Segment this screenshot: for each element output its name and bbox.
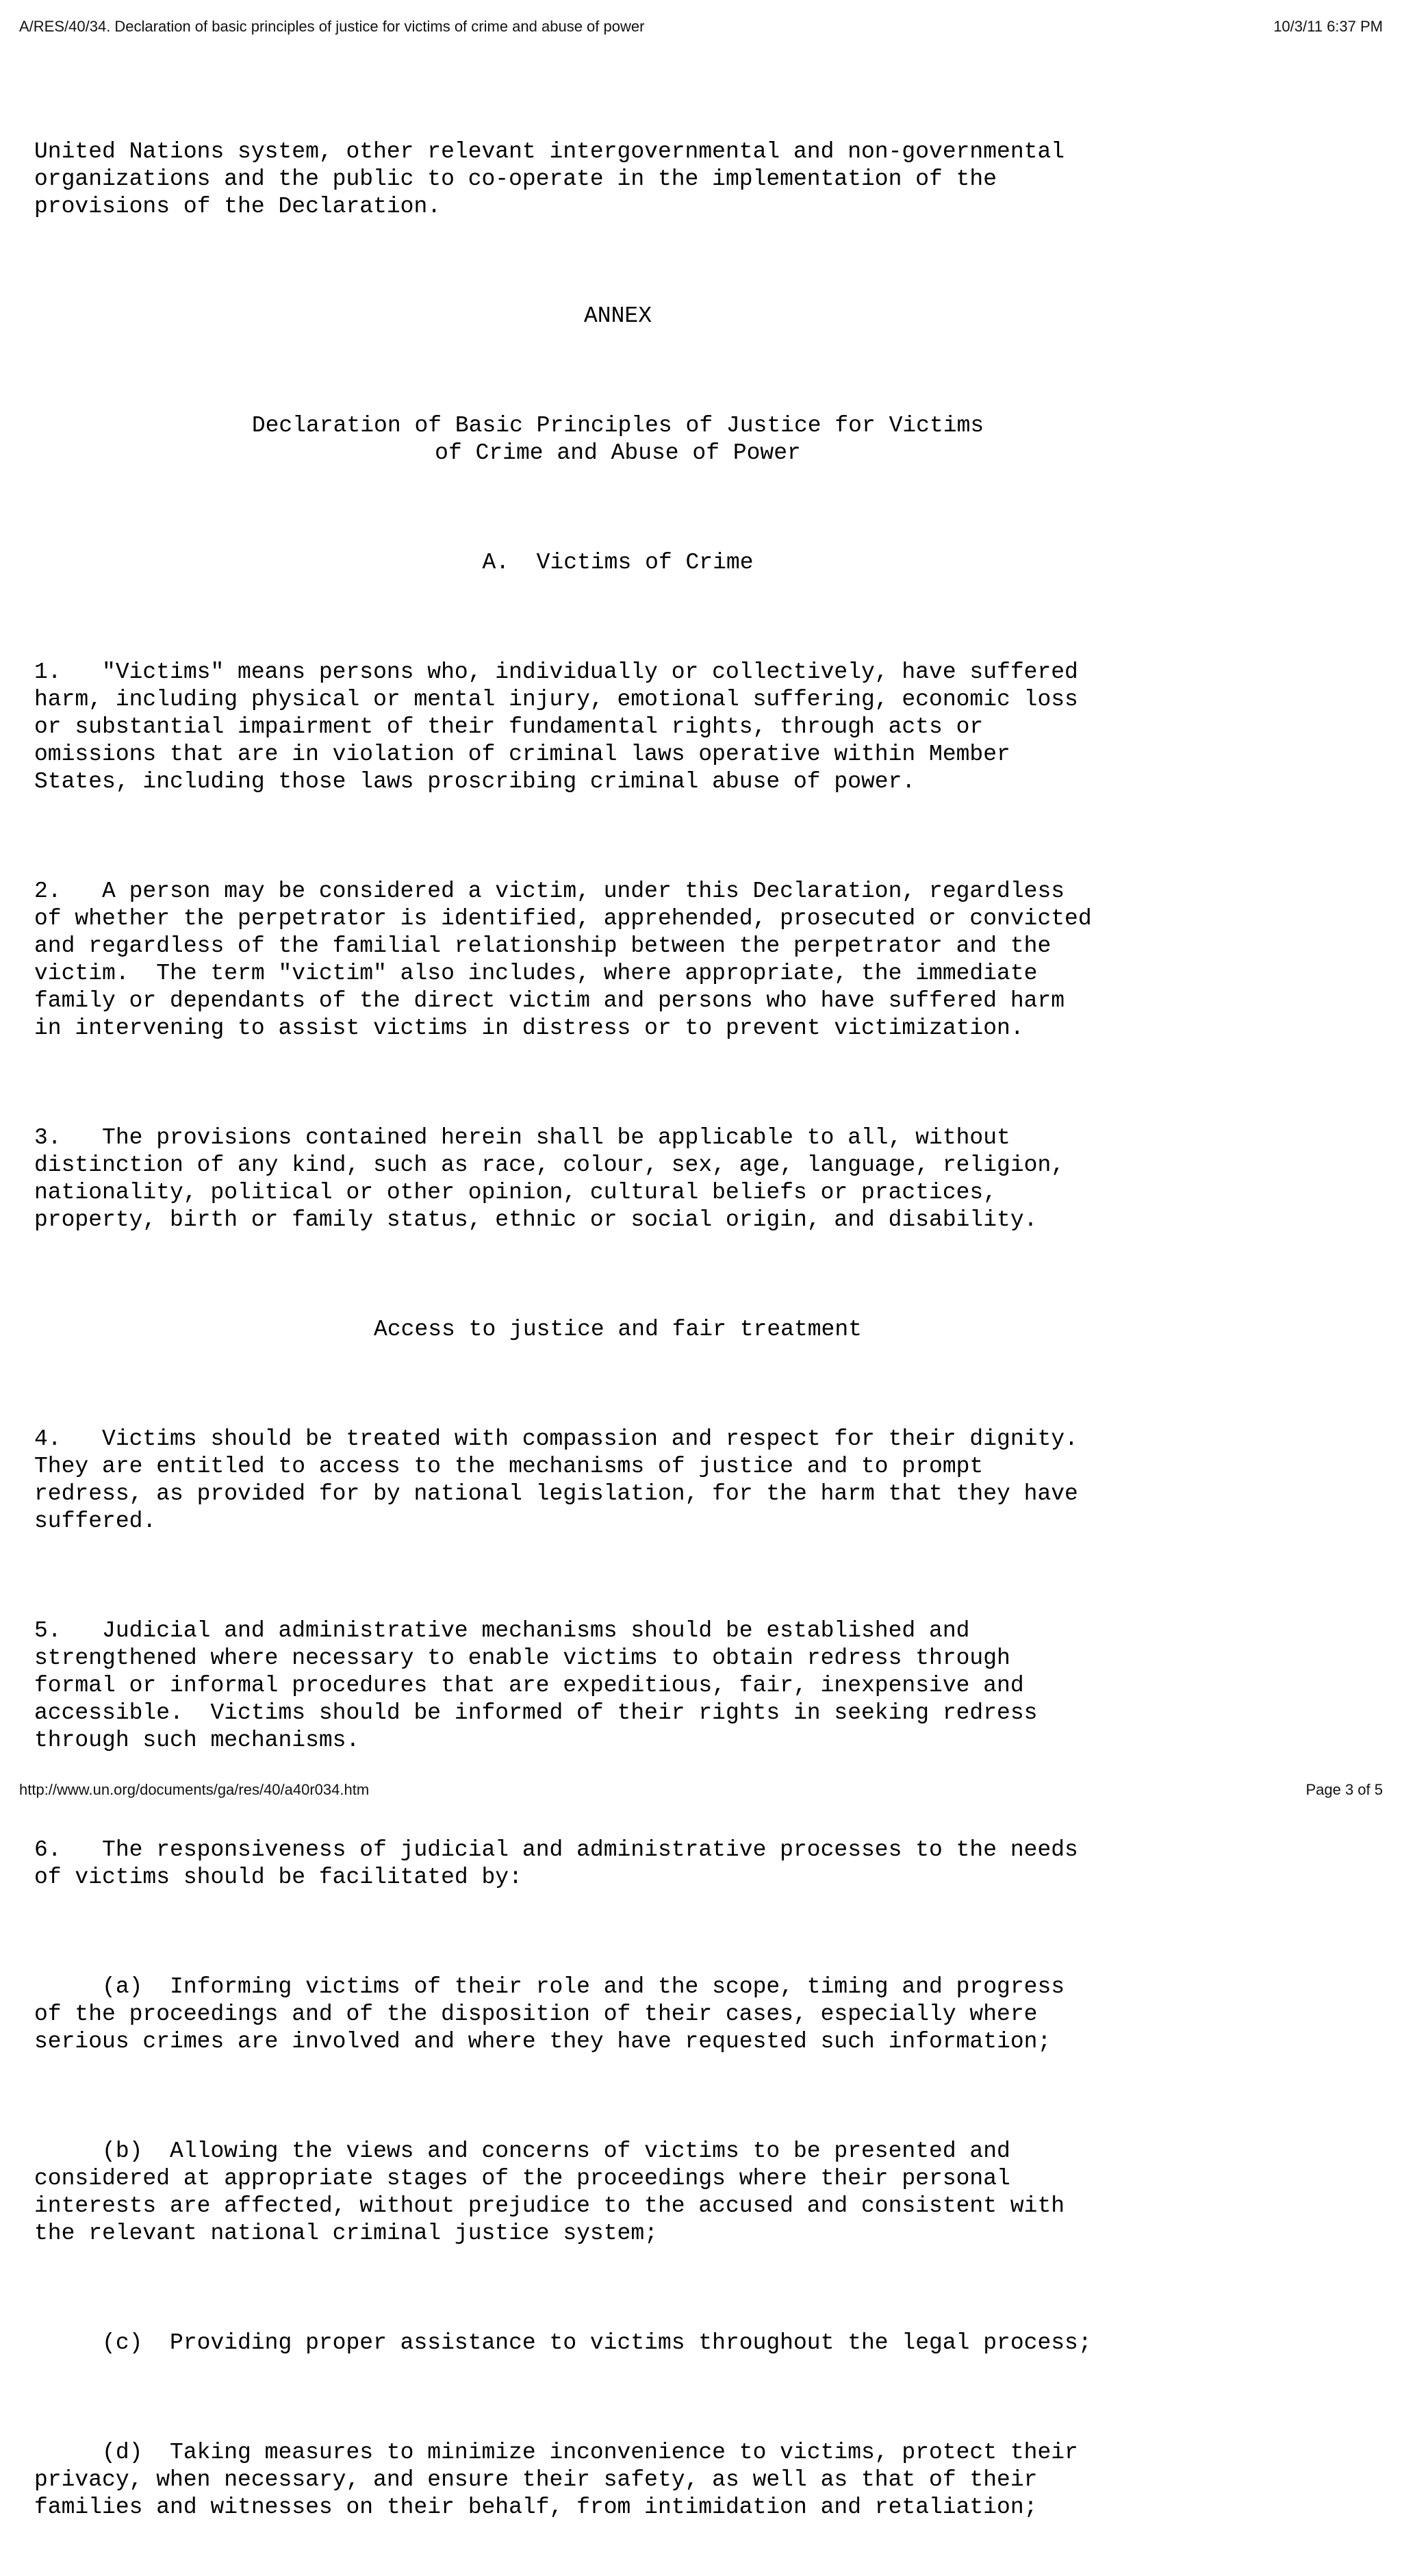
intro-paragraph: United Nations system, other relevant intergovernmental and non-governmental organizations and the public to co-operate in the implementation of the provisions of the Declaration. xyxy=(34,139,1065,219)
print-timestamp: 10/3/11 6:37 PM xyxy=(1273,18,1383,35)
paragraph-6b: (b) Allowing the views and concerns of victims to be presented and considered at appropriate stages of the proceedings where their personal interests are affected, without prejudice to the accused and consistent with the relevant national criminal justice system; xyxy=(34,2138,1065,2246)
paragraph-4: 4. Victims should be treated with compassion and respect for their dignity. They are entitled to access to the mechanisms of justice and to prompt redress, as provided for by national legislation, for the harm that they have suffered. xyxy=(34,1426,1078,1534)
declaration-title: Declaration of Basic Principles of Justice for Victims of Crime and Abuse of Power xyxy=(251,413,984,466)
paragraph-5: 5. Judicial and administrative mechanisms should be established and strengthened where necessary to enable victims to obtain redress through formal or informal procedures that are expeditious, fair, inexpensive and accessible. Victims should be informed of their rights in seeking redress through such mechanisms. xyxy=(34,1618,1038,1753)
section-a-heading: A. Victims of Crime xyxy=(482,550,754,575)
access-heading: Access to justice and fair treatment xyxy=(374,1317,862,1342)
paragraph-6: 6. The responsiveness of judicial and administrative processes to the needs of victims should be facilitated by: xyxy=(34,1837,1078,1890)
document-title: A/RES/40/34. Declaration of basic principles of justice for victims of crime and abuse of power xyxy=(19,18,645,35)
paragraph-3: 3. The provisions contained herein shall be applicable to all, without distinction of any kind, such as race, colour, sex, age, language, religion, nationality, political or other opinion, cultural beliefs or practices, property, birth or family status, ethnic or social origin, and disability. xyxy=(34,1125,1065,1233)
page-number: Page 3 of 5 xyxy=(1305,1781,1383,1798)
document-body xyxy=(34,84,1253,2576)
paragraph-1: 1. "Victims" means persons who, individually or collectively, have suffered harm, including physical or mental injury, emotional suffering, economic loss or substantial impairment of their fundamental rights, through acts or omissions that are in violation of criminal laws operative within Member States, including those laws proscribing criminal abuse of power. xyxy=(34,659,1078,794)
paragraph-6c: (c) Providing proper assistance to victims throughout the legal process; xyxy=(34,2330,1092,2356)
paragraph-6a: (a) Informing victims of their role and the scope, timing and progress of the proceedings and of the disposition of their cases, especially where serious crimes are involved and where they have requested such information; xyxy=(34,1974,1065,2054)
paragraph-6d: (d) Taking measures to minimize inconvenience to victims, protect their privacy, when necessary, and ensure their safety, as well as that of their families and witnesses on their behalf, from intimidation and retaliation; xyxy=(34,2440,1078,2520)
paragraph-2: 2. A person may be considered a victim, under this Declaration, regardless of whether the perpetrator is identified, apprehended, prosecuted or convicted and regardless of the familial relationship between the perpetrator and the victim. The term "victim" also includes, where appropriate, the immediate family or dependants of the direct victim and persons who have suffered harm in intervening to assist victims in distress or to prevent victimization. xyxy=(34,879,1092,1041)
source-url: http://www.un.org/documents/ga/res/40/a40r034.htm xyxy=(19,1781,370,1798)
annex-heading: ANNEX xyxy=(583,303,652,329)
